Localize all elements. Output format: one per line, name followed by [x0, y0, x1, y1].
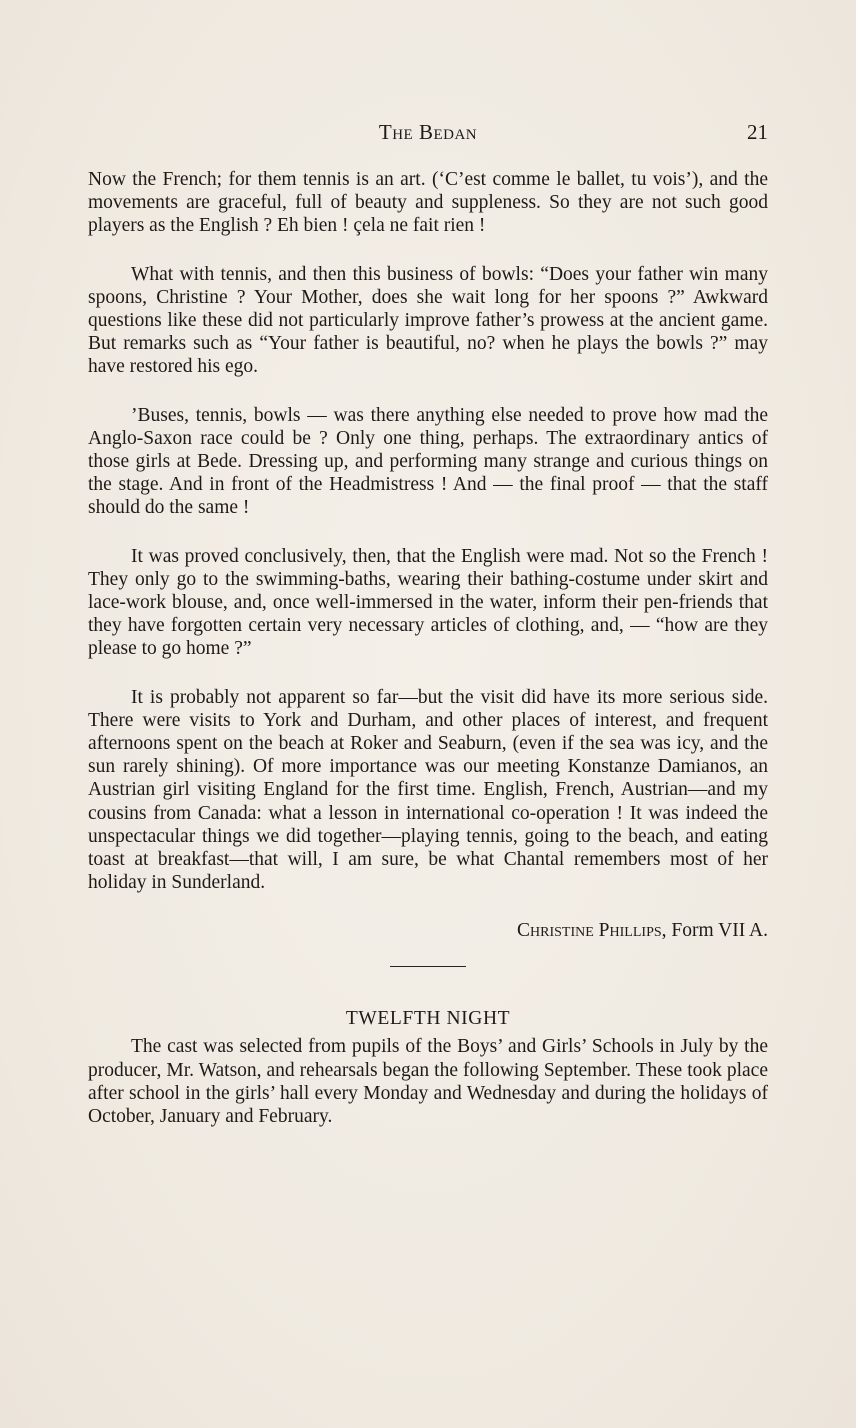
article-body: [88, 168, 768, 1128]
paragraph-french-tennis: Now the French; for them tennis is an art. (‘C’est comme le ballet, tu vois’), and the movements are graceful, full of beauty and suppleness. So they are not such good players as the English ? Eh bien ! çela ne fait rien !: [88, 169, 768, 237]
page-number: 21: [747, 120, 768, 144]
paragraph-serious-side: It is probably not apparent so far—but the visit did have its more serious side. There were visits to York and Durham, and other places of interest, and frequent afternoons spent on the beach at Roker and Seaburn, (even if the sea was icy, and the sun rarely shining). Of more importance was our meeting Konstanze Damianos, an Austrian girl visiting England for the first time. English, French, Austrian—and my cousins from Canada: what a lesson in international co-operation ! It was indeed the unspectacular things we did together—playing tennis, going to the beach, and eating toast at breakfast—that will, I am sure, be what Chantal remembers most of her holiday in Sunderland.: [88, 686, 768, 894]
section-heading: TWELFTH NIGHT: [345, 1008, 511, 1030]
paragraph-twelfth-night: The cast was selected from pupils of the Boys’ and Girls’ Schools in July by the producer, Mr. Watson, and rehearsals began the following September. These took place after school in the girls’ hall every Monday and Wednesday and during the holidays of October, January and February.: [88, 1036, 768, 1128]
paragraph-swimming: It was proved conclusively, then, that the English were mad. Not so the French ! They only go to the swimming-baths, wearing their bathing-costume under skirt and lace-work blouse, and, once well-immersed in the water, inform their pen-friends that they have forgotten certain very necessary articles of clothing, and, — “how are they please to go home ?”: [88, 545, 768, 660]
paragraph-anglo-saxon: ’Buses, tennis, bowls — was there anything else needed to prove how mad the Anglo-Saxon race could be ? Only one thing, perhaps. The extraordinary antics of those girls at Bede. Dressing up, and performing many strange and curious things on the stage. And in front of the Headmistress ! And — the final proof — that the staff should do the same !: [88, 404, 768, 519]
author-name: Christine Phillips: [517, 920, 662, 942]
author-signature: [88, 919, 768, 942]
running-header: [88, 118, 768, 148]
section-divider: [390, 966, 466, 967]
paragraph-bowls: What with tennis, and then this business of bowls: “Does your father win many spoons, Christine ? Your Mother, does she wait long for her spoons ?” Awkward questions like these did not particularly improve father’s prowess at the ancient game. But remarks such as “Your father is beautiful, no? when he plays the bowls ?” may have restored his ego.: [88, 263, 768, 378]
author-form: , Form VII A.: [661, 920, 768, 942]
running-title: The Bedan: [378, 120, 478, 144]
